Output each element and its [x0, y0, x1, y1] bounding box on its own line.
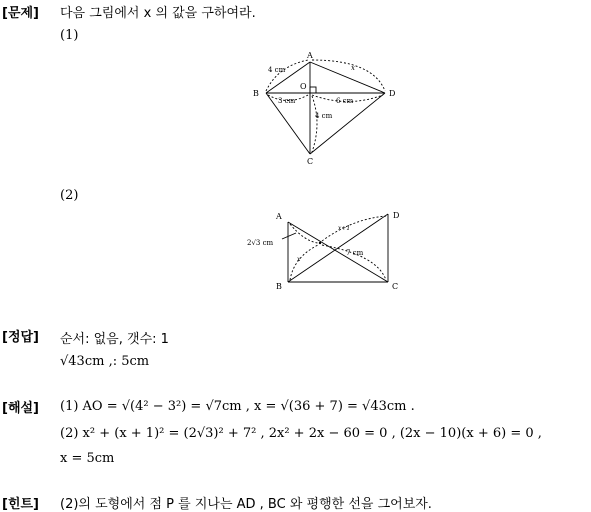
- fig1-len-ab: 4 cm: [268, 66, 286, 74]
- fig1-label-b: B: [253, 89, 259, 98]
- part1-label: (1): [60, 28, 79, 43]
- fig2-label-c: C: [392, 282, 399, 291]
- fig1-label-o: O: [300, 82, 307, 91]
- fig2-len-pd: x+1: [338, 225, 351, 232]
- figure-1: [248, 48, 408, 170]
- fig2-len-pc: 7 cm: [346, 249, 364, 257]
- explanation-line-3: x = 5cm: [60, 451, 115, 466]
- problem-text: 다음 그림에서 x 의 값을 구하여라.: [60, 6, 256, 21]
- fig1-label-a: A: [307, 51, 313, 60]
- answer-line-2: √43cm ,: 5cm: [60, 354, 150, 369]
- part2-label: (2): [60, 188, 79, 203]
- figure-2: [242, 205, 412, 293]
- explanation-line-2: (2) x² + (x + 1)² = (2√3)² + 7² , 2x² + 2x − 60 = 0 , (2x − 10)(x + 6) = 0 ,: [60, 426, 542, 441]
- hint-text: (2)의 도형에서 점 P 를 지나는 AD , BC 와 평행한 선을 그어보자.: [60, 497, 432, 512]
- fig2-len-pb: x: [297, 256, 301, 263]
- answer-line-1: 순서: 없음, 갯수: 1: [60, 332, 169, 347]
- fig1-len-od: 6 cm: [336, 97, 354, 105]
- answer-tag: [정답]: [2, 330, 39, 345]
- fig2-label-b: B: [276, 282, 282, 291]
- fig2-label-a: A: [276, 212, 282, 221]
- fig1-len-oc: 4 cm: [315, 112, 333, 120]
- fig2-len-pa: 2√3 cm: [247, 239, 274, 247]
- explanation-tag: [해설]: [2, 401, 39, 416]
- fig1-len-ad: x: [351, 64, 355, 72]
- fig2-label-d: D: [393, 211, 400, 220]
- fig1-label-d: D: [389, 89, 396, 98]
- fig1-label-c: C: [307, 157, 314, 166]
- fig1-len-bo: 3 cm: [278, 97, 296, 105]
- hint-tag: [힌트]: [2, 497, 39, 512]
- problem-tag: [문제]: [2, 6, 39, 21]
- explanation-line-1: (1) AO = √(4² − 3²) = √7cm , x = √(36 + 7) = √43cm .: [60, 399, 415, 414]
